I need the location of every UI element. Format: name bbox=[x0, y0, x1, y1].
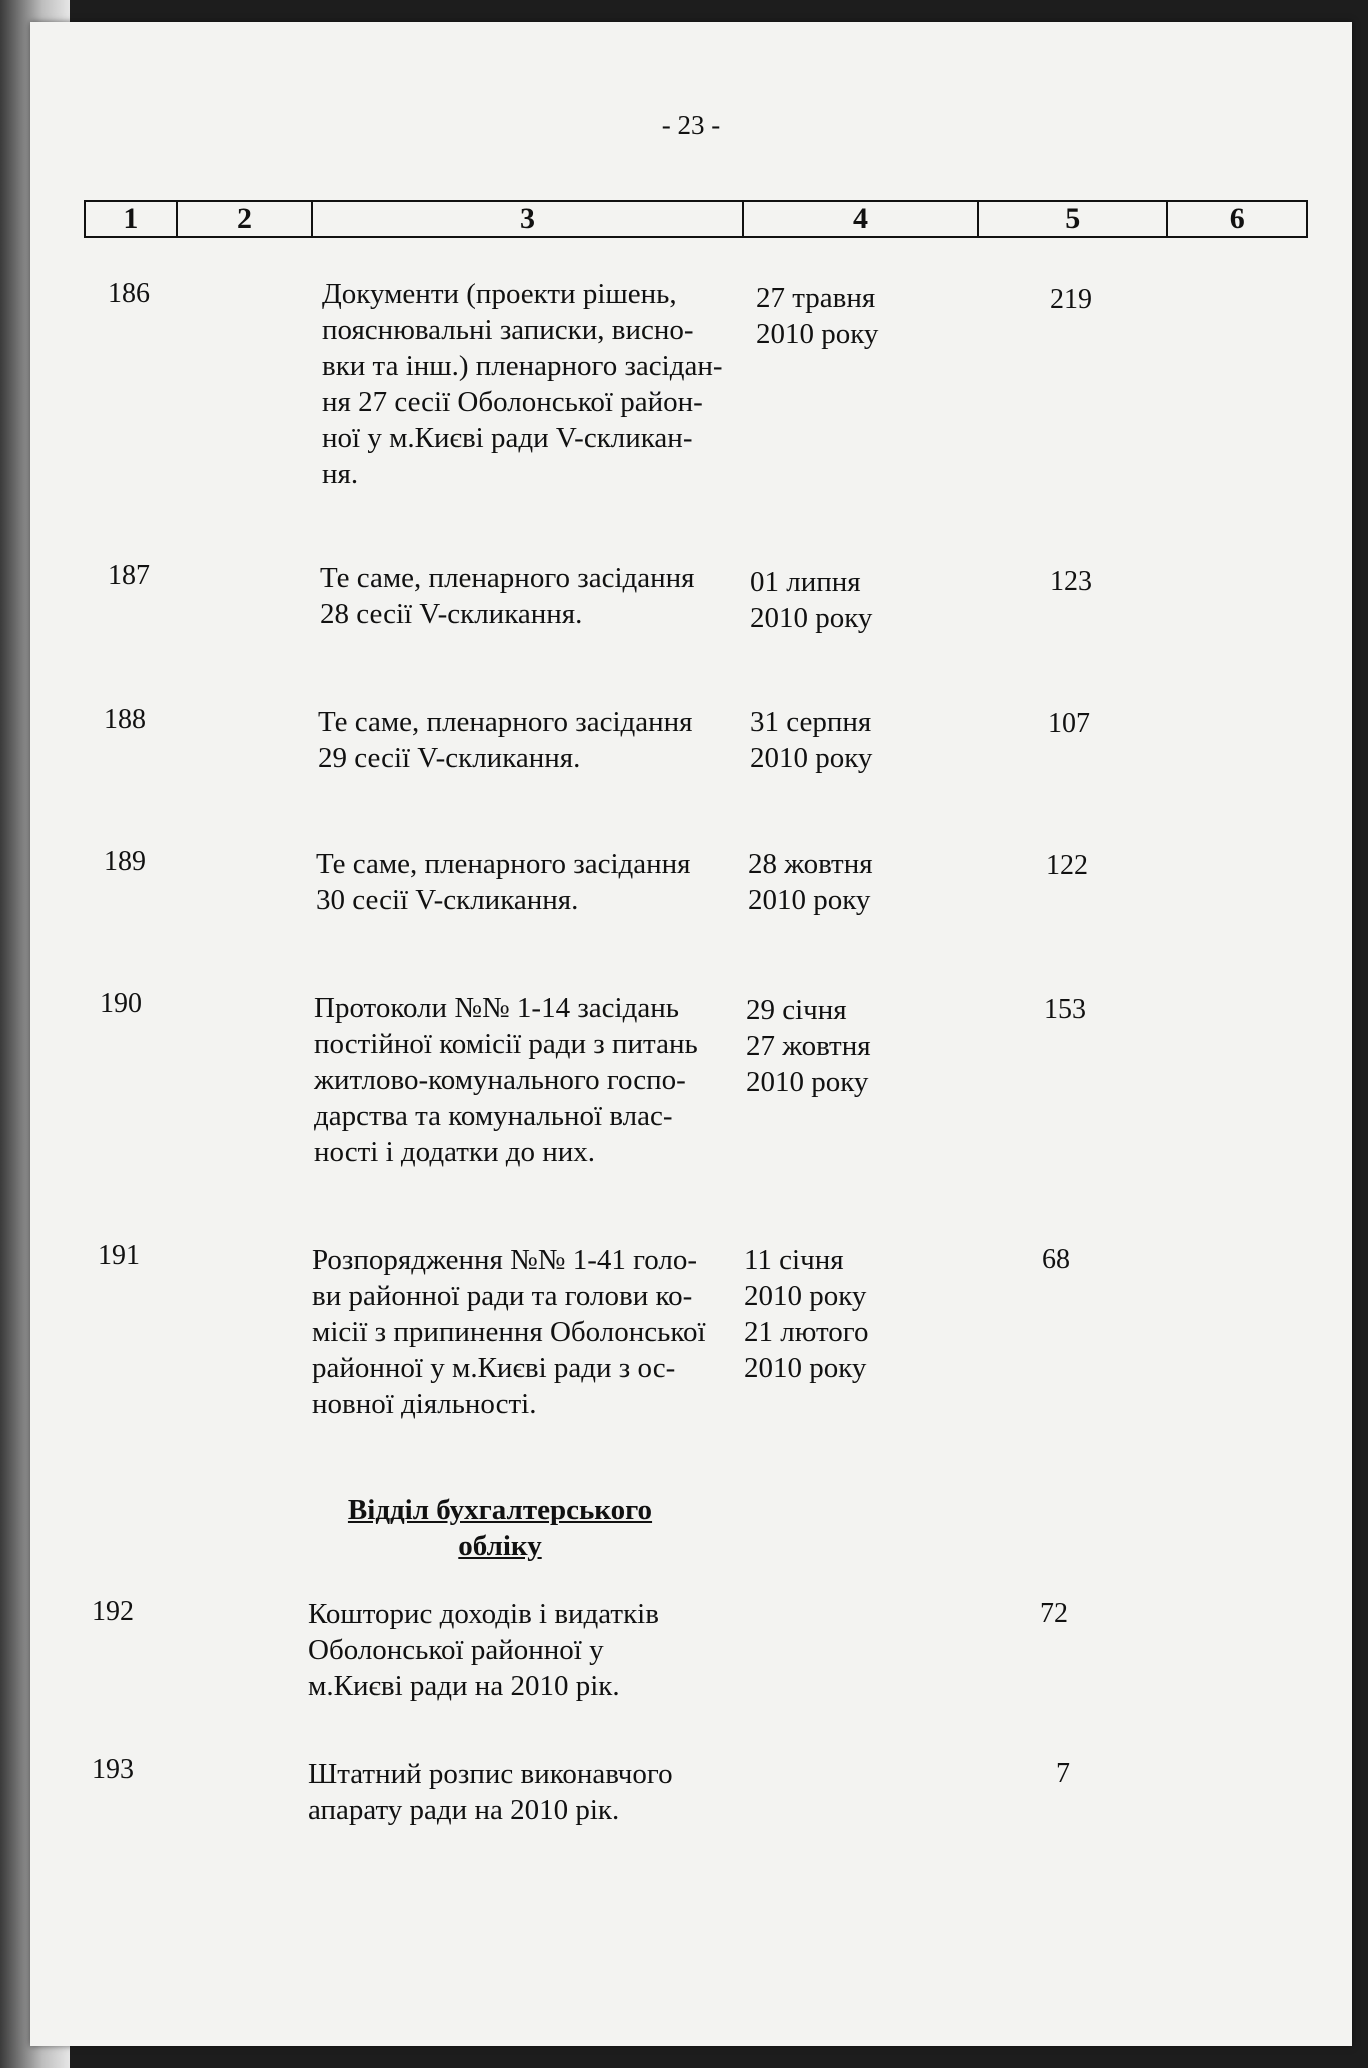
row-title: Протоколи №№ 1-14 засідань постійної комісії ради з питань житлово-комунального госпо- дарства та комунальної влас- ності і додатки до них. bbox=[314, 992, 698, 1168]
row-date: 27 травня 2010 року bbox=[756, 282, 879, 350]
section-heading: Відділ бухгалтерського обліку bbox=[347, 1494, 653, 1562]
row-date: 31 серпня 2010 року bbox=[750, 706, 873, 774]
row-number: 186 bbox=[108, 278, 150, 309]
row-title: Розпорядження №№ 1-41 голо- ви районної ради та голови ко- місії з припинення Оболонської районної у м.Києві ради з ос- новної діяльності. bbox=[312, 1244, 706, 1420]
row-date: 11 січня 2010 року 21 лютого 2010 року bbox=[744, 1244, 869, 1384]
document-page bbox=[30, 22, 1352, 2046]
row-title: Документи (проекти рішень, пояснювальні записки, висно- вки та інш.) пленарного засідан- ня 27 сесії Оболонської район- ної у м.Києві ради V-скликан- ня. bbox=[322, 278, 723, 490]
row-title: Те саме, пленарного засідання 30 сесії V-скликання. bbox=[316, 848, 691, 916]
row-count: 123 bbox=[1050, 566, 1092, 597]
row-title: Штатний розпис виконавчого апарату ради на 2010 рік. bbox=[308, 1758, 673, 1826]
row-number: 193 bbox=[92, 1754, 134, 1785]
header-col-6: 6 bbox=[1229, 202, 1245, 235]
row-date: 29 січня 27 жовтня 2010 року bbox=[746, 994, 871, 1098]
header-col-5: 5 bbox=[979, 202, 1168, 236]
header-col-1: 1 bbox=[86, 202, 178, 236]
row-number: 190 bbox=[100, 988, 142, 1019]
row-number: 188 bbox=[104, 704, 146, 735]
row-title: Те саме, пленарного засідання 28 сесії V-скликання. bbox=[320, 562, 695, 630]
row-title: Кошторис доходів і видатків Оболонської районної у м.Києві ради на 2010 рік. bbox=[308, 1598, 659, 1702]
row-number: 191 bbox=[98, 1240, 140, 1271]
row-count: 7 bbox=[1056, 1758, 1070, 1789]
row-count: 122 bbox=[1046, 850, 1088, 881]
row-count: 72 bbox=[1040, 1598, 1068, 1629]
header-col-2: 2 bbox=[178, 202, 314, 236]
row-number: 187 bbox=[108, 560, 150, 591]
row-date: 28 жовтня 2010 року bbox=[748, 848, 873, 916]
page-number: - 23 - bbox=[661, 110, 721, 140]
row-count: 219 bbox=[1050, 284, 1092, 315]
row-date: 01 липня 2010 року bbox=[750, 566, 873, 634]
row-title: Те саме, пленарного засідання 29 сесії V-скликання. bbox=[318, 706, 693, 774]
row-count: 107 bbox=[1048, 708, 1090, 739]
row-number: 192 bbox=[92, 1596, 134, 1627]
row-count: 153 bbox=[1044, 994, 1086, 1025]
row-number: 189 bbox=[104, 846, 146, 877]
table-header bbox=[84, 200, 1308, 238]
row-count: 68 bbox=[1042, 1244, 1070, 1275]
header-col-3: 3 bbox=[313, 202, 744, 236]
header-col-4: 4 bbox=[744, 202, 979, 236]
